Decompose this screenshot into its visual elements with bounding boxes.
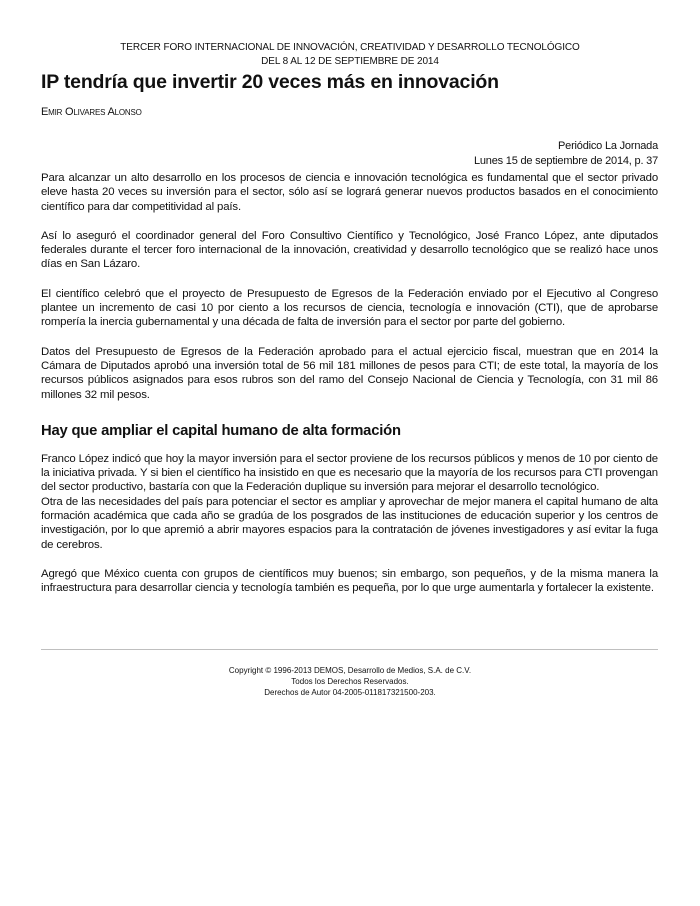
article-body [41,171,658,596]
section-subheading: Hay que ampliar el capital humano de alta formación [41,422,401,439]
paragraph: Franco López indicó que hoy la mayor inversión para el sector proviene de los recursos públicos y menos de 10 por ciento de la iniciativa privada. Y si bien el científico ha insistido en que es necesario que la mayoría de los recursos para CTI provengan del sector productivo, bastaría con que la Federación duplique su inversión para mejorar el desarrollo tecnológico. [41,452,658,494]
conference-header-line2: DEL 8 AL 12 DE SEPTIEMBRE DE 2014 [261,56,439,67]
paragraph: Para alcanzar un alto desarrollo en los procesos de ciencia e innovación tecnológica es fundamental que el sector privado eleve hasta 20 veces su inversión para el sector, sólo así se logrará generar nuevos productos basados en el conocimiento científico para dar competitividad al país. [41,172,658,213]
article-source [474,139,658,168]
article-author: Emir Olivares Alonso [41,106,142,118]
conference-header-line1: TERCER FORO INTERNACIONAL DE INNOVACIÓN, CREATIVIDAD Y DESARROLLO TECNOLÓGICO [120,42,580,53]
publication-date: Lunes 15 de septiembre de 2014, p. 37 [473,154,658,167]
paragraph: Agregó que México cuenta con grupos de científicos muy buenos; sin embargo, son pequeños, y de la misma manera la infraestructura para desarrollar ciencia y tecnología también es pequeña, por lo que urge aumentarla y fortalecer la existente. [41,567,658,595]
copyright-footer [0,665,700,698]
paragraph: El científico celebró que el proyecto de Presupuesto de Egresos de la Federación enviado por el Ejecutivo al Congreso plantee un incremento de casi 10 por ciento a los recursos de ciencia, tecnología e innovación (CTI), que de aprobarse rompería la inercia gubernamental y una década de falta de inversión para el sector por parte del gobierno. [41,287,658,329]
paragraph: Otra de las necesidades del país para potenciar el sector es ampliar y aprovechar de mejor manera el capital humano de alta formación académica que cada año se gradúa de los posgrados de las instituciones de educación superior y los centros de investigación, por lo que apremió a abrir mayores espacios para la contratación de jóvenes investigadores y así evitar la fuga de cerebros. [41,495,658,551]
paragraph: Así lo aseguró el coordinador general del Foro Consultivo Científico y Tecnológico, José Franco López, ante diputados federales durante el tercer foro internacional de la innovación, creatividad y desarrollo tecnológico que se realizó hace unos días en San Lázaro. [41,229,658,271]
paragraph: Datos del Presupuesto de Egresos de la Federación aprobado para el actual ejercicio fiscal, muestran que en 2014 la Cámara de Diputados aprobó una inversión total de 56 mil 181 millones de pesos para CTI; de este total, la mayoría de los recursos públicos asignados para esos rubros son del ramo del Consejo Nacional de Ciencia y Tecnología, con 31 mil 86 millones 32 mil pesos. [41,345,658,401]
registration-line: Derechos de Autor 04-2005-011817321500-203. [264,688,436,697]
footer-divider [41,649,658,650]
rights-line: Todos los Derechos Reservados. [291,677,409,686]
conference-header [0,41,700,69]
copyright-line: Copyright © 1996-2013 DEMOS, Desarrollo de Medios, S.A. de C.V. [228,666,472,675]
article-title: IP tendría que invertir 20 veces más en innovación [41,71,499,93]
newspaper-name: Periódico La Jornada [558,140,658,152]
